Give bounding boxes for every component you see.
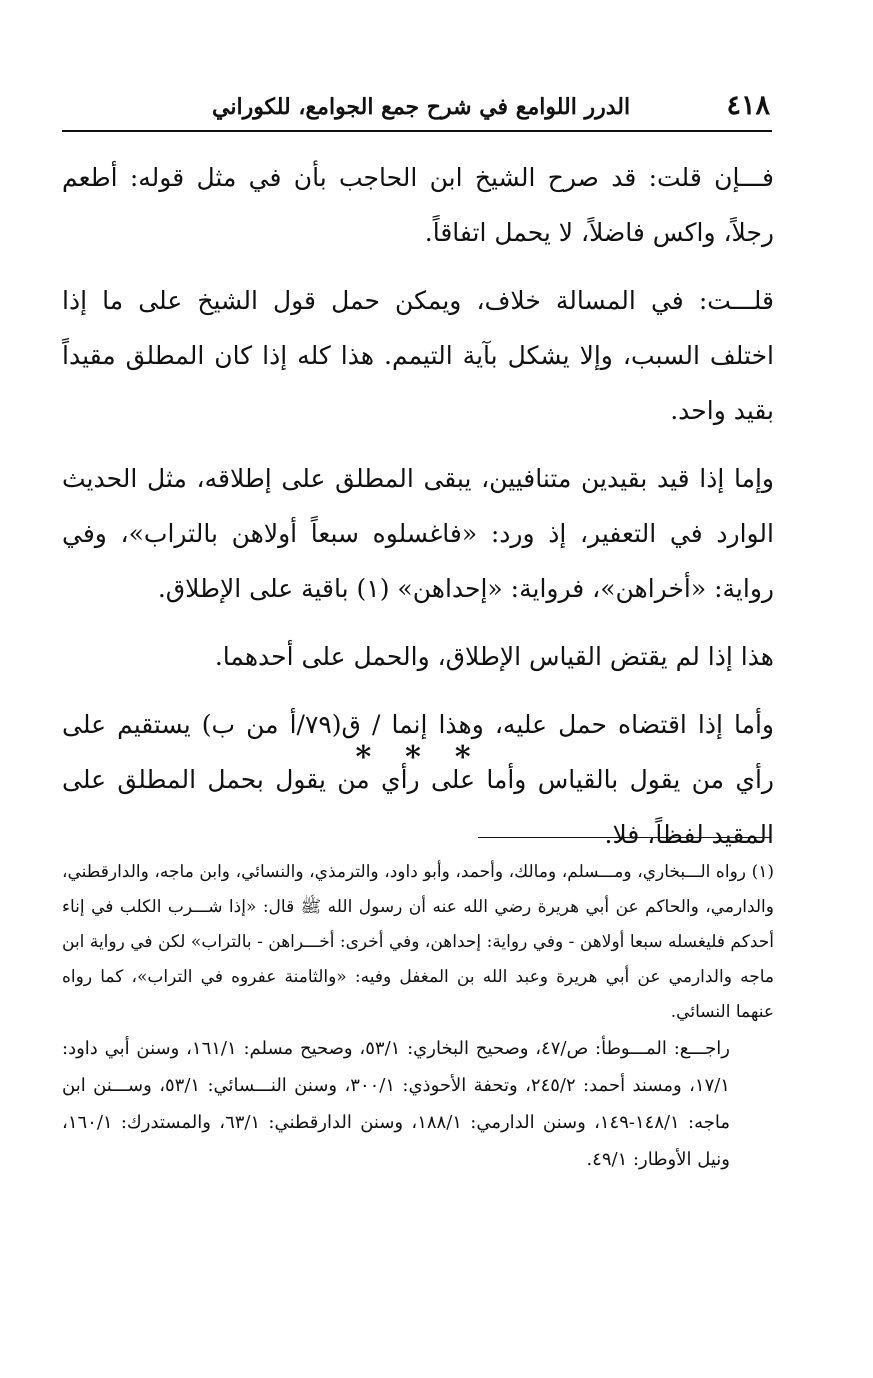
separator-star: * — [355, 740, 382, 775]
footnote-rule — [478, 837, 770, 838]
paragraph-2: قلـــت: في المسالة خلاف، ويمكن حمل قول الشيخ على ما إذا اختلف السبب، وإلا يشكل بآية التيمم. هذا كله إذا كان المطلق مقيداً بقيد واحد. — [62, 286, 774, 425]
section-separator — [62, 740, 774, 775]
header-rule — [62, 130, 772, 132]
page-number: ٤١٨ — [726, 90, 770, 121]
footnotes — [62, 855, 774, 1178]
paragraph-5: وأما إذا اقتضاه حمل عليه، وهذا إنما / ق(٧٩/أ من ب) يستقيم على رأي من يقول بالقياس وأما على رأي من يقول بحمل المطلق على المقيد لفظاً، فلا. — [62, 710, 774, 849]
page-header — [62, 88, 770, 128]
paragraph-4: هذا إذا لم يقتض القياس الإطلاق، والحمل على أحدهما. — [214, 642, 774, 671]
footnote-references: راجـــع: المـــوطأ: ص/٤٧، وصحيح البخاري: ٥٣/١، وصحيح مسلم: ١٦١/١، وسنن أبي داود: ١٧/١، ومسند أحمد: ٢٤٥/٢، وتحفة الأحوذي: ٣٠٠/١، وسنن النـــسائي: ٥٣/١، وســـنن ابن ماجه: ١٤٨/١-١٤٩، وسنن الدارمي: ١٨٨/١، وسنن الدارقطني: ٦٣/١، والمستدرك: ١٦٠/١، ونيل الأوطار: ٤٩/١. — [62, 1038, 730, 1170]
paragraph-3: وإما إذا قيد بقيدين متنافيين، يبقى المطلق على إطلاقه، مثل الحديث الوارد في التعفير، إذ ورد: «فاغسلوه سبعاً أولاهن بالتراب»، وفي رواية: «أخراهن»، فرواية: «إحداهن» (١) باقية على الإطلاق. — [62, 464, 774, 603]
separator-star: * — [405, 740, 431, 775]
paragraph-1: فـــإن قلت: قد صرح الشيخ ابن الحاجب بأن في مثل قوله: أطعم رجلاً، واكس فاضلاً، لا يحمل اتفاقاً. — [62, 163, 774, 247]
separator-star: * — [454, 740, 481, 775]
running-title: الدرر اللوامع في شرح جمع الجوامع، للكوراني — [212, 94, 631, 120]
footnote-1: (١) رواه الـــبخاري، ومـــسلم، ومالك، وأحمد، وأبو داود، والترمذي، والنسائي، وابن ماجه، والدارقطني، والدارمي، والحاكم عن أبي هريرة رضي الله عنه أن رسول الله ﷺ قال: «إذا شـــرب الكلب في إناء أحدكم فليغسله سبعا أولاهن - وفي رواية: إحداهن، وفي أخرى: أخـــراهن - بالتراب» لكن في رواية ابن ماجه والدارمي عن أبي هريرة وعبد الله بن المغفل وفيه: «والثامنة عفروه في التراب»، كما رواه عنهما النسائي. — [62, 862, 774, 1022]
